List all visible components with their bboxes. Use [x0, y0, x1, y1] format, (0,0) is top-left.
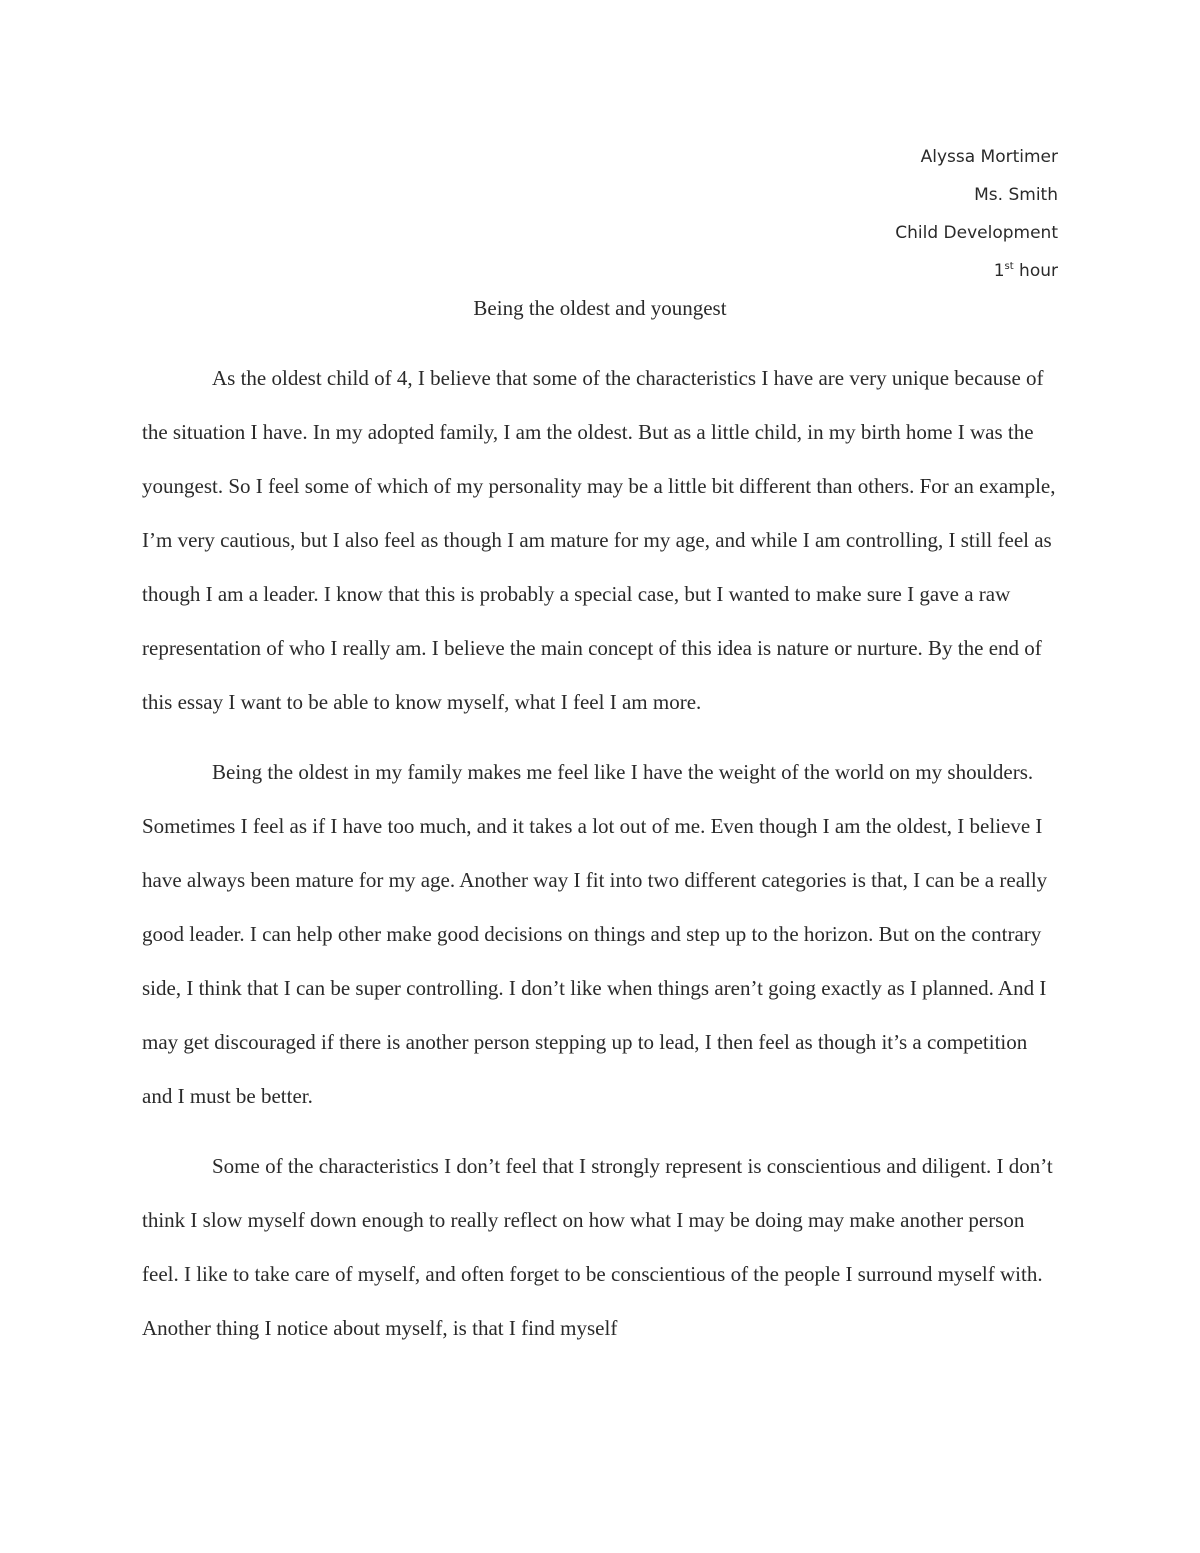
teacher-name: Ms. Smith	[974, 185, 1058, 205]
course-name: Child Development	[895, 223, 1058, 243]
paragraph-2: Being the oldest in my family makes me feel like I have the weight of the world on my shoulders. Sometimes I feel as if I have too much, and it takes a lot out of me. Even though I am the oldest, I believe I have always been mature for my age. Another way I fit into two different categories is that, I can be a really good leader. I can help other make good decisions on things and step up to the horizon. But on the contrary side, I think that I can be super controlling. I don’t like when things aren’t going exactly as I planned. And I may get discouraged if there is another person stepping up to lead, I then feel as though it’s a competition and I must be better.	[142, 760, 1048, 1108]
student-name: Alyssa Mortimer	[920, 147, 1058, 167]
paragraph-1: As the oldest child of 4, I believe that some of the characteristics I have are very unique because of the situation I have. In my adopted family, I am the oldest. But as a little child, in my birth home I was the youngest. So I feel some of which of my personality may be a little bit different than others. For an example, I’m very cautious, but I also feel as though I am mature for my age, and while I am controlling, I still feel as though I am a leader. I know that this is probably a special case, but I wanted to make sure I gave a raw representation of who I really am. I believe the main concept of this idea is nature or nurture. By the end of this essay I want to be able to know myself, what I feel I am more.	[142, 366, 1056, 714]
hour-number: 1	[993, 261, 1005, 281]
hour-ordinal-suffix: st	[1004, 261, 1014, 272]
class-hour	[895, 252, 1058, 290]
heading-block	[895, 138, 1058, 290]
paragraph-3: Some of the characteristics I don’t feel that I strongly represent is conscientious and diligent. I don’t think I slow myself down enough to really reflect on how what I may be doing may make another person feel. I like to take care of myself, and often forget to be conscientious of the people I surround myself with. Another thing I notice about myself, is that I find myself	[142, 1154, 1053, 1340]
hour-word: hour	[1013, 261, 1058, 281]
essay-title: Being the oldest and youngest	[473, 296, 727, 320]
essay-body	[142, 351, 1062, 1371]
